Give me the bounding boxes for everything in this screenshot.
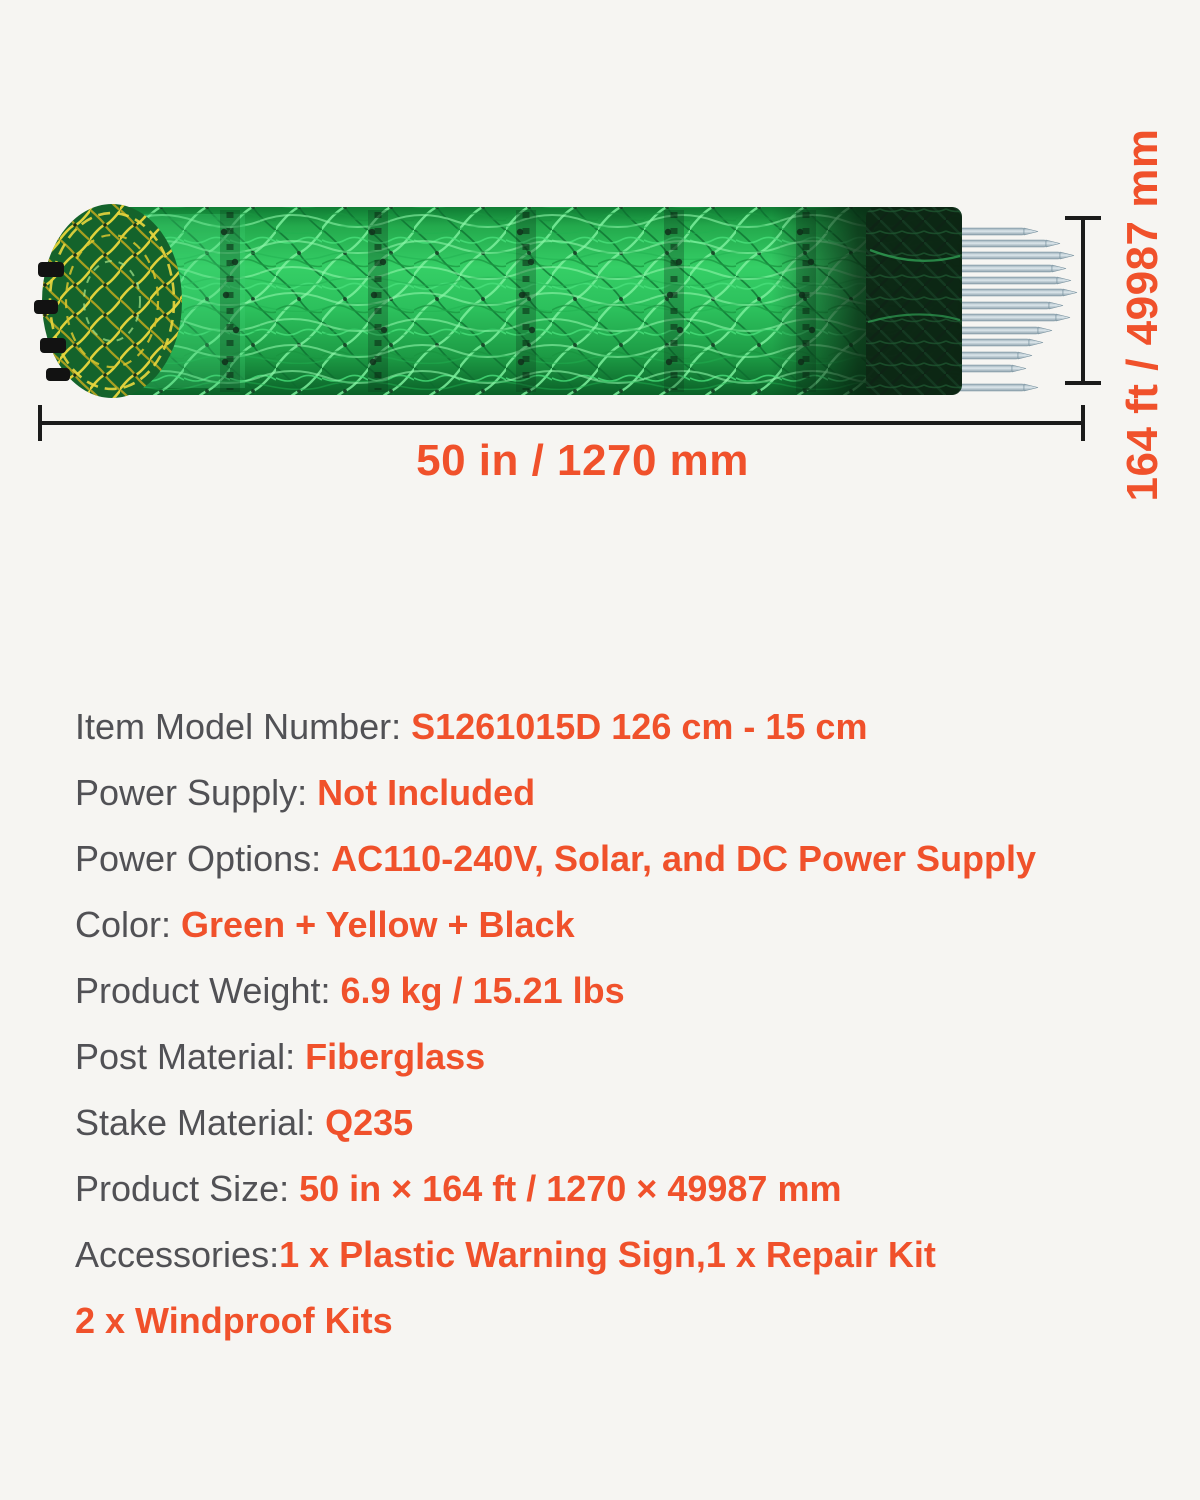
spec-row-accessories [75, 1222, 1170, 1288]
spec-value: Q235 [325, 1102, 414, 1143]
spec-row-color [75, 892, 1170, 958]
spec-label: Stake Material: [75, 1102, 326, 1143]
yellow-end-cap [34, 204, 182, 398]
spec-value: 2 x Windproof Kits [75, 1300, 393, 1341]
spec-row-power-supply [75, 760, 1170, 826]
spec-label: Product Size: [75, 1168, 300, 1209]
spec-value: Fiberglass [305, 1036, 486, 1077]
height-dimension-line [1067, 218, 1099, 383]
black-mesh-end [866, 207, 962, 395]
netting-roll [95, 207, 962, 395]
product-photo [0, 0, 1200, 650]
spec-row-product-size [75, 1156, 1170, 1222]
spec-row-product-weight [75, 958, 1170, 1024]
spec-label: Item Model Number: [75, 706, 412, 747]
product-info-page: 50 in / 1270 mm 164 ft / 49987 mm Item Model Number: S1261015D 126 cm - 15 cm Power Supply: Not Included Power Options: AC110-240V, Solar, and DC Power Supply Color: Green + Yellow + Black Product Weight: 6.9 kg / 15.21 lbs Post Material: Fiberglass Stake Material: Q235 Product Size: 50 in × 164 ft / 1270 × 49987 mm Accessories:1 x Plastic Warning Sign,1 x Repair Kit 2 x Windproof Kits [0, 0, 1200, 1500]
spec-row-item-model-number [75, 694, 1170, 760]
spec-value: S1261015D 126 cm - 15 cm [411, 706, 868, 747]
spec-value: 50 in × 164 ft / 1270 × 49987 mm [299, 1168, 842, 1209]
spec-label: Post Material: [75, 1036, 306, 1077]
spec-label: Accessories: [75, 1234, 280, 1275]
spec-row-power-options [75, 826, 1170, 892]
spec-label: Power Supply: [75, 772, 318, 813]
spec-label: Product Weight: [75, 970, 341, 1011]
width-dimension-line [40, 407, 1083, 439]
spec-value: AC110-240V, Solar, and DC Power Supply [331, 838, 1037, 879]
spec-row-accessories-cont [75, 1288, 1170, 1354]
spec-label: Power Options: [75, 838, 332, 879]
spec-label: Color: [75, 904, 182, 945]
spec-value: 6.9 kg / 15.21 lbs [340, 970, 625, 1011]
spec-value: Not Included [317, 772, 536, 813]
spec-value: Green + Yellow + Black [181, 904, 575, 945]
spec-list [75, 694, 1170, 1354]
spec-value: 1 x Plastic Warning Sign,1 x Repair Kit [279, 1234, 936, 1275]
spec-row-stake-material [75, 1090, 1170, 1156]
width-dimension-label: 50 in / 1270 mm [416, 436, 749, 485]
spec-row-post-material [75, 1024, 1170, 1090]
